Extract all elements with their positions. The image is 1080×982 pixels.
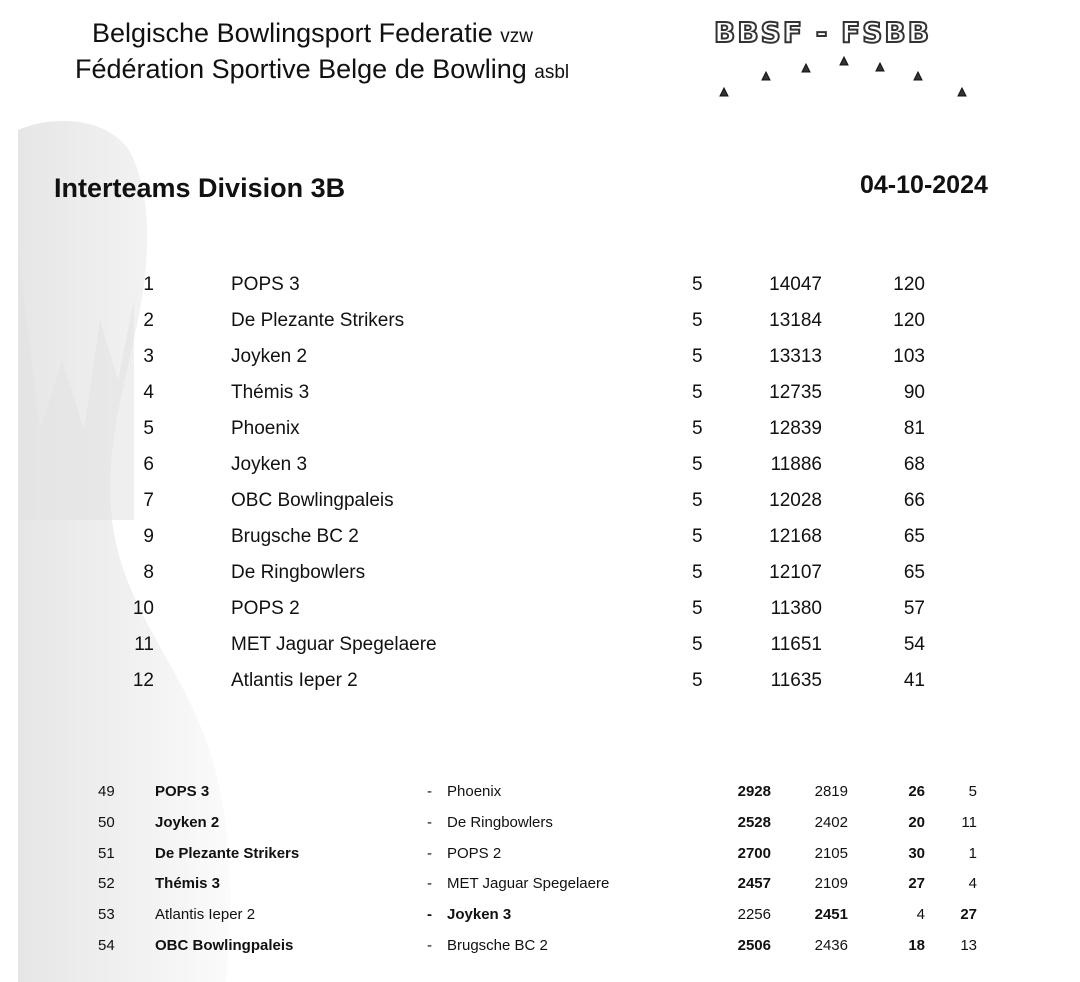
away-team: Phoenix bbox=[447, 783, 502, 800]
away-points: 4 bbox=[968, 875, 977, 893]
home-score: 2528 bbox=[737, 813, 771, 831]
result-row bbox=[0, 776, 1080, 807]
match-number: 50 bbox=[98, 813, 115, 831]
standing-rank: 4 bbox=[143, 382, 154, 403]
home-points: 4 bbox=[916, 906, 925, 924]
standing-rank: 2 bbox=[143, 310, 154, 331]
standing-team: Atlantis Ieper 2 bbox=[231, 670, 358, 691]
home-team: Atlantis Ieper 2 bbox=[155, 906, 256, 924]
report-date: 04-10-2024 bbox=[860, 171, 988, 199]
standing-games: 5 bbox=[692, 490, 703, 511]
standing-pins: 14047 bbox=[769, 274, 822, 295]
home-score: 2457 bbox=[737, 875, 771, 893]
standing-points: 81 bbox=[903, 418, 925, 439]
standing-pins: 13313 bbox=[769, 346, 822, 367]
standing-team: POPS 2 bbox=[231, 598, 300, 619]
away-score: 2109 bbox=[814, 875, 848, 893]
away-team: POPS 2 bbox=[447, 844, 502, 862]
away-score: 2436 bbox=[814, 936, 848, 954]
home-points: 18 bbox=[908, 936, 925, 954]
standing-pins: 11886 bbox=[770, 454, 822, 475]
away-score: 2819 bbox=[814, 783, 848, 800]
standing-pins: 12107 bbox=[769, 562, 822, 583]
standing-pins: 12028 bbox=[769, 490, 822, 511]
away-score: 2105 bbox=[814, 844, 848, 862]
match-number: 52 bbox=[98, 875, 115, 893]
standing-rank: 7 bbox=[143, 490, 154, 511]
standing-rank: 11 bbox=[134, 634, 154, 655]
home-points: 27 bbox=[908, 875, 925, 893]
standing-pins: 11380 bbox=[770, 598, 822, 619]
standings-row bbox=[0, 592, 1080, 628]
standings-row bbox=[0, 268, 1080, 304]
standings-row bbox=[0, 484, 1080, 520]
standing-team: OBC Bowlingpaleis bbox=[231, 490, 394, 511]
org-name-french-suffix: asbl bbox=[534, 62, 570, 83]
result-row bbox=[0, 838, 1080, 869]
home-team: Joyken 2 bbox=[155, 813, 220, 831]
match-number: 54 bbox=[98, 936, 115, 954]
standing-games: 5 bbox=[692, 310, 703, 331]
away-points: 1 bbox=[968, 844, 977, 862]
standing-points: 65 bbox=[903, 562, 925, 583]
standing-pins: 11635 bbox=[770, 670, 822, 691]
standing-points: 120 bbox=[893, 274, 925, 295]
standing-games: 5 bbox=[692, 634, 703, 655]
standing-points: 68 bbox=[903, 454, 925, 475]
home-team: POPS 3 bbox=[155, 783, 210, 800]
page-title: Interteams Division 3B bbox=[54, 173, 346, 203]
standing-team: De Ringbowlers bbox=[231, 562, 366, 583]
standings-row bbox=[0, 448, 1080, 484]
standing-points: 103 bbox=[893, 346, 925, 367]
match-number: 49 bbox=[98, 783, 115, 800]
away-score: 2402 bbox=[814, 813, 848, 831]
standings-row bbox=[0, 340, 1080, 376]
result-row bbox=[0, 899, 1080, 930]
match-number: 53 bbox=[98, 906, 115, 924]
away-points: 27 bbox=[960, 906, 977, 924]
org-name-dutch bbox=[92, 18, 533, 49]
standing-rank: 6 bbox=[143, 454, 154, 475]
versus-dash: - bbox=[427, 813, 432, 831]
standing-games: 5 bbox=[692, 274, 703, 295]
standing-points: 120 bbox=[893, 310, 925, 331]
result-row bbox=[0, 868, 1080, 899]
standings-row bbox=[0, 556, 1080, 592]
standing-pins: 12839 bbox=[769, 418, 822, 439]
standing-pins: 11651 bbox=[770, 634, 822, 655]
standing-pins: 12735 bbox=[769, 382, 822, 403]
standings-row bbox=[0, 304, 1080, 340]
standing-games: 5 bbox=[692, 382, 703, 403]
home-score: 2700 bbox=[737, 844, 771, 862]
away-points: 5 bbox=[968, 783, 977, 800]
versus-dash: - bbox=[427, 783, 432, 800]
standing-games: 5 bbox=[692, 670, 703, 691]
home-points: 20 bbox=[908, 813, 925, 831]
home-score: 2506 bbox=[737, 936, 771, 954]
standing-games: 5 bbox=[692, 418, 703, 439]
standing-team: MET Jaguar Spegelaere bbox=[231, 634, 437, 655]
standing-games: 5 bbox=[692, 346, 703, 367]
standing-rank: 8 bbox=[143, 562, 154, 583]
standing-rank: 5 bbox=[143, 418, 154, 439]
standing-rank: 1 bbox=[143, 274, 154, 295]
results-table bbox=[0, 776, 1080, 961]
away-team: De Ringbowlers bbox=[447, 813, 553, 831]
standing-team: Joyken 2 bbox=[231, 346, 308, 367]
standing-games: 5 bbox=[692, 562, 703, 583]
home-team: Thémis 3 bbox=[155, 875, 221, 893]
away-team: Brugsche BC 2 bbox=[447, 936, 548, 954]
standing-games: 5 bbox=[692, 598, 703, 619]
federation-logo-text: BBSF - FSBB bbox=[714, 16, 932, 49]
versus-dash: - bbox=[427, 906, 432, 924]
standing-team: Phoenix bbox=[231, 418, 300, 439]
standing-pins: 12168 bbox=[769, 526, 822, 547]
standings-row bbox=[0, 412, 1080, 448]
versus-dash: - bbox=[427, 875, 432, 893]
away-points: 11 bbox=[961, 813, 977, 831]
standings-row bbox=[0, 664, 1080, 700]
standing-points: 65 bbox=[903, 526, 925, 547]
standing-points: 57 bbox=[903, 598, 925, 619]
versus-dash: - bbox=[427, 844, 432, 862]
result-row bbox=[0, 930, 1080, 961]
home-team: De Plezante Strikers bbox=[155, 844, 300, 862]
standings-table bbox=[0, 268, 1080, 700]
standing-points: 66 bbox=[903, 490, 925, 511]
org-name-dutch-suffix: vzw bbox=[500, 26, 533, 47]
standing-rank: 3 bbox=[143, 346, 154, 367]
home-team: OBC Bowlingpaleis bbox=[155, 936, 294, 954]
standing-points: 41 bbox=[903, 670, 925, 691]
org-name-french bbox=[75, 54, 569, 85]
result-row bbox=[0, 807, 1080, 838]
home-points: 26 bbox=[908, 783, 925, 800]
standings-row bbox=[0, 628, 1080, 664]
away-points: 13 bbox=[960, 936, 977, 954]
standing-rank: 12 bbox=[132, 670, 154, 691]
standing-games: 5 bbox=[692, 454, 703, 475]
standing-rank: 10 bbox=[132, 598, 154, 619]
home-score: 2928 bbox=[737, 783, 771, 800]
standing-points: 54 bbox=[903, 634, 925, 655]
away-team: MET Jaguar Spegelaere bbox=[447, 875, 610, 893]
home-points: 30 bbox=[908, 844, 925, 862]
org-name-french-text: Fédération Sportive Belge de Bowling bbox=[75, 54, 527, 84]
standing-team: POPS 3 bbox=[231, 274, 300, 295]
away-score: 2451 bbox=[814, 906, 848, 924]
standings-row bbox=[0, 376, 1080, 412]
standing-team: De Plezante Strikers bbox=[231, 310, 405, 331]
home-score: 2256 bbox=[737, 906, 771, 924]
standing-team: Brugsche BC 2 bbox=[231, 526, 359, 547]
standing-team: Joyken 3 bbox=[231, 454, 308, 475]
org-name-dutch-text: Belgische Bowlingsport Federatie bbox=[92, 18, 493, 48]
standing-pins: 13184 bbox=[769, 310, 822, 331]
match-number: 51 bbox=[98, 844, 115, 862]
versus-dash: - bbox=[427, 936, 432, 954]
standing-team: Thémis 3 bbox=[231, 382, 310, 403]
away-team: Joyken 3 bbox=[447, 906, 512, 924]
standing-rank: 9 bbox=[143, 526, 154, 547]
standing-points: 90 bbox=[903, 382, 925, 403]
standings-row bbox=[0, 520, 1080, 556]
bowling-pins-logo-icon bbox=[712, 50, 982, 100]
standing-games: 5 bbox=[692, 526, 703, 547]
